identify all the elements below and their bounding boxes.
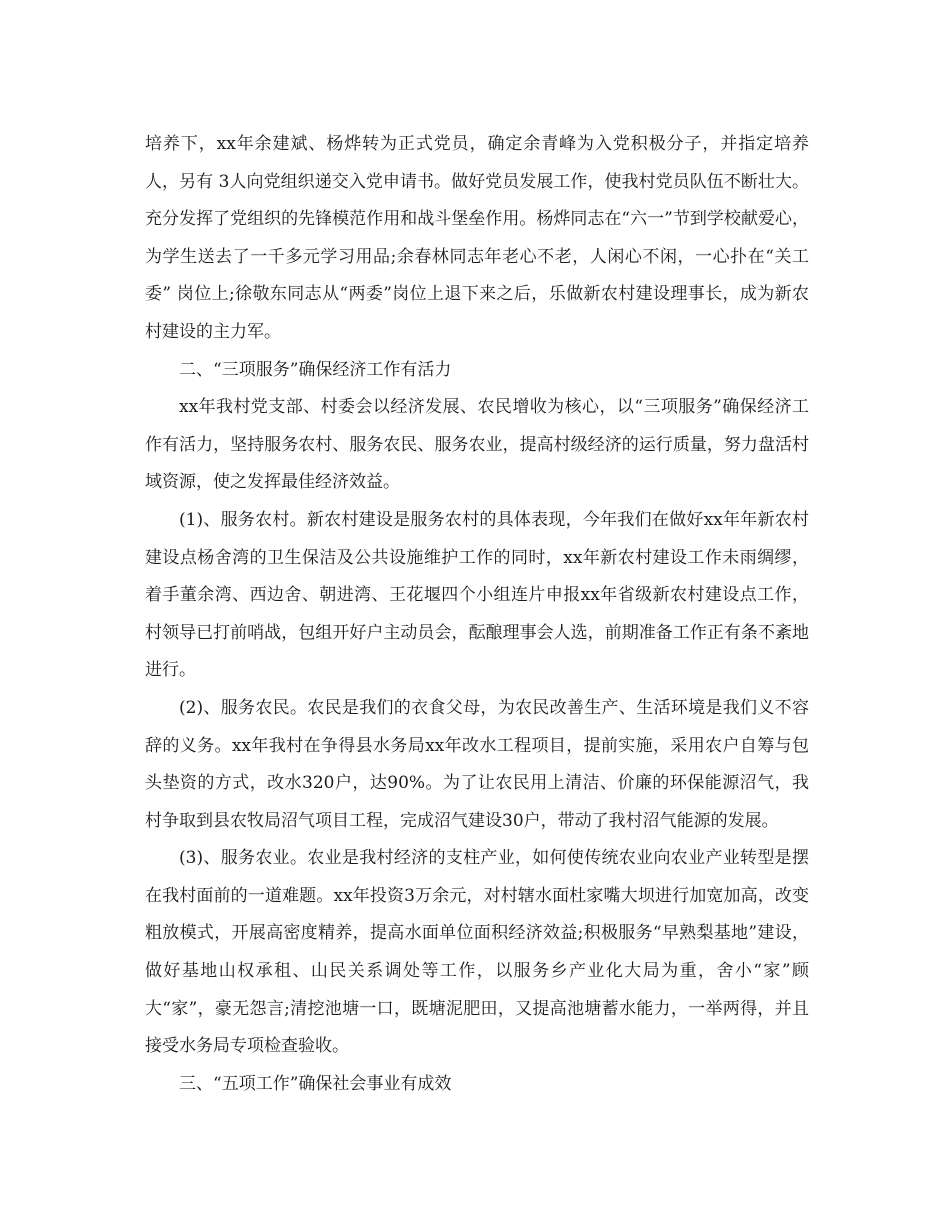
section-heading-five-tasks: 三、“五项工作”确保社会事业有成效: [179, 1073, 452, 1094]
paragraph-party-members: 培养下，xx年余建斌、杨烨转为正式党员，确定余青峰为入党积极分子，并指定培养人，另有 3人向党组织递交入党申请书。做好党员发展工作，使我村党员队伍不断壮大。充分发挥了党组织的先锋模范作用和战斗堡垒作用。杨烨同志在“六一”节到学校献爱心，为学生送去了一千多元学习用品;余春林同志年老心不老，人闲心不闲，一心扑在“关工委” 岗位上;徐敬东同志从“两委”岗位上退下来之后，乐做新农村建设理事长，成为新农村建设的主力军。: [145, 134, 809, 342]
section-heading-three-services: 二、“三项服务”确保经济工作有活力: [179, 359, 452, 380]
paragraph-serve-farmers: (2)、服务农民。农民是我们的衣食父母，为农民改善生产、生活环境是我们义不容辞的义务。xx年我村在争得县水务局xx年改水工程项目，提前实施，采用农户自筹与包头垫资的方式，改水320户，达90%。为了让农民用上清洁、价廉的环保能源沼气，我村争取到县农牧局沼气项目工程，完成沼气建设30户，带动了我村沼气能源的发展。: [145, 697, 809, 831]
paragraph-serve-agriculture: (3)、服务农业。农业是我村经济的支柱产业，如何使传统农业向农业产业转型是摆在我村面前的一道难题。xx年投资3万余元，对村辖水面杜家嘴大坝进行加宽加高，改变粗放模式，开展高密度精养，提高水面单位面积经济效益;积极服务“早熟梨基地”建设，做好基地山权承租、山民关系调处等工作，以服务乡产业化大局为重，舍小“家”顾大“家”，豪无怨言;清挖池塘一口，既塘泥肥田，又提高池塘蓄水能力，一举两得，并且接受水务局专项检查验收。: [145, 848, 809, 1057]
paragraph-serve-countryside: (1)、服务农村。新农村建设是服务农村的具体表现，今年我们在做好xx年年新农村建设点杨舍湾的卫生保洁及公共设施维护工作的同时，xx年新农村建设工作未雨绸缪，着手董余湾、西边舍、朝进湾、王花堰四个小组连片申报xx年省级新农村建设点工作，村领导已打前哨战，包组开好户主动员会，酝酿理事会人选，前期准备工作正有条不紊地进行。: [145, 509, 809, 681]
document-body: [145, 126, 809, 1103]
paragraph-economy-intro: xx年我村党支部、村委会以经济发展、农民增收为核心，以“三项服务”确保经济工作有活力，坚持服务农村、服务农民、服务农业，提高村级经济的运行质量，努力盘活村域资源，使之发挥最佳经济效益。: [145, 397, 809, 493]
